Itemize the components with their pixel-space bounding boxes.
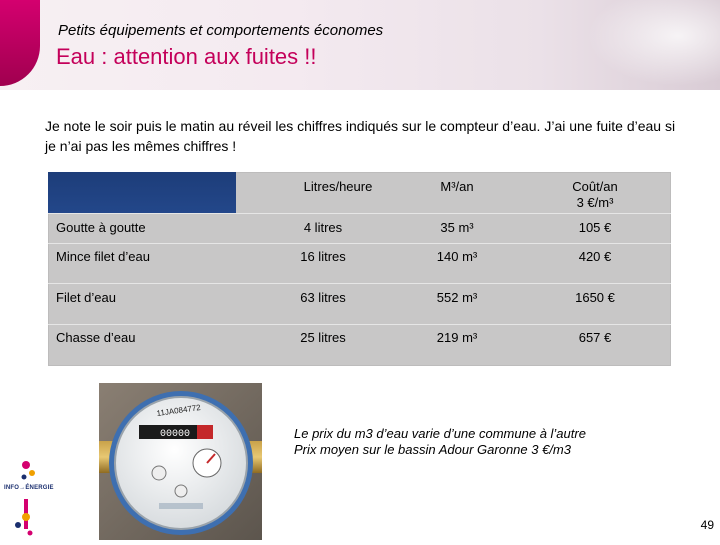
row-liters: 16 litres	[300, 249, 346, 264]
row-m3: 140 m³	[436, 249, 478, 264]
row-m3: 35 m³	[440, 220, 474, 235]
header-liters-per-hour: Litres/heure	[303, 179, 373, 194]
row-label: Filet d’eau	[56, 290, 116, 305]
row-cost: 1650 €	[575, 290, 615, 305]
header-cost-per-year: Coût/an	[572, 179, 618, 194]
price-note	[294, 426, 586, 458]
table-divider	[48, 324, 671, 325]
meter-serial: 11JA084772	[156, 402, 202, 419]
row-liters: 25 litres	[300, 330, 346, 345]
info-energie-logo	[2, 455, 62, 540]
row-liters: 4 litres	[303, 220, 343, 235]
header-cost-rate: 3 €/m³	[576, 195, 614, 210]
page-number: 49	[700, 518, 714, 532]
table-header-corner	[48, 172, 236, 213]
header-m3-per-year: M³/an	[440, 179, 474, 194]
row-cost: 657 €	[578, 330, 612, 345]
row-m3: 552 m³	[436, 290, 478, 305]
slide-title: Eau : attention aux fuites !!	[56, 44, 317, 69]
row-label: Mince filet d’eau	[56, 249, 150, 264]
row-cost: 420 €	[578, 249, 612, 264]
table-divider	[48, 243, 671, 244]
meter-reading: 00000	[159, 429, 191, 440]
logo-text: INFO→ÉNERGIE	[4, 485, 54, 491]
row-label: Chasse d’eau	[56, 330, 136, 345]
row-cost: 105 €	[578, 220, 612, 235]
table-divider	[48, 213, 671, 214]
row-liters: 63 litres	[300, 290, 346, 305]
header-glow	[580, 0, 720, 90]
intro-text: Je note le soir puis le matin au réveil les chiffres indiqués sur le compteur d’eau. J’ai une fuite d’eau si je n’ai pas les mêmes chiffres !	[45, 118, 676, 154]
slide-subtitle: Petits équipements et comportements économes	[58, 22, 384, 39]
price-note-line2: Prix moyen sur le bassin Adour Garonne 3 €/m3	[294, 442, 571, 457]
row-label: Goutte à goutte	[56, 220, 146, 235]
table-divider	[48, 283, 671, 284]
row-m3: 219 m³	[436, 330, 478, 345]
price-note-line1: Le prix du m3 d’eau varie d’une commune à l’autre	[294, 426, 586, 441]
water-meter-photo	[99, 383, 262, 540]
